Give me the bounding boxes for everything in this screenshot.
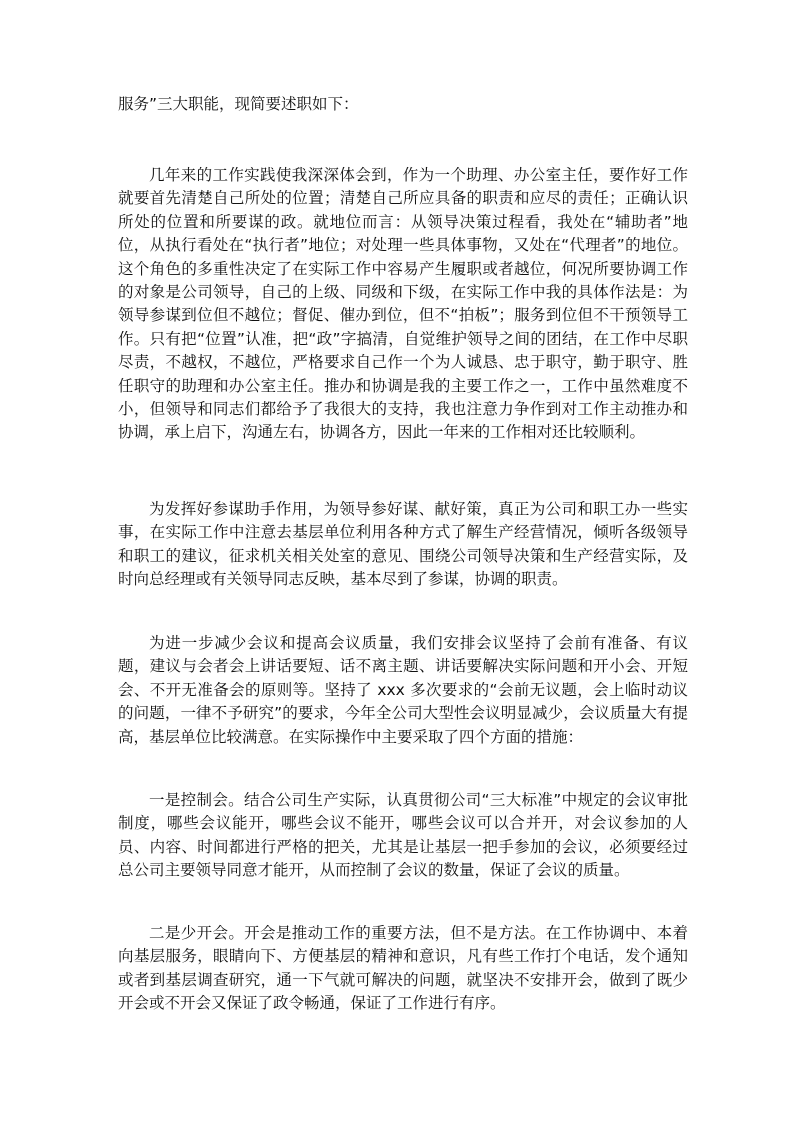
- paragraph-control-meetings: 一是控制会。结合公司生产实际，认真贯彻公司“三大标准”中规定的会议审批制度，哪些会议能开，哪些会议不能开，哪些会议可以合并开，对会议参加的人员、内容、时间都进行严格的把关，尤其是让基层一把手参加的会议，必须要经过总公司主要领导同意才能开，从而控制了会议的数量，保证了会议的质量。: [118, 791, 688, 880]
- paragraph-fewer-meetings: 二是少开会。开会是推动工作的重要方法，但不是方法。在工作协调中、本着向基层服务，眼睛向下、方便基层的精神和意识，凡有些工作打个电话，发个通知或者到基层调查研究，通一下气就可解决的问题，就坚决不安排开会，做到了既少开会或不开会又保证了政令畅通，保证了工作进行有序。: [118, 924, 688, 1013]
- paragraph-meeting-quality: 为进一步减少会议和提高会议质量，我们安排会议坚持了会前有准备、有议题，建议与会者会上讲话要短、话不离主题、讲话要解决实际问题和开小会、开短会、不开无准备会的原则等。坚持了 xxx 多次要求的“会前无议题，会上临时动议的问题，一律不予研究”的要求，今年全公司大型性会议明显减少，会议质量大有提高，基层单位比较满意。在实际操作中主要采取了四个方面的措施：: [118, 634, 688, 746]
- paragraph-advisory-role: 为发挥好参谋助手作用，为领导参好谋、献好策，真正为公司和职工办一些实事，在实际工作中注意去基层单位利用各种方式了解生产经营情况，倾听各级领导和职工的建议，征求机关相关处室的意见、围绕公司领导决策和生产经营实际，及时向总经理或有关领导同志反映，基本尽到了参谋，协调的职责。: [118, 500, 688, 589]
- paragraph-intro: 服务”三大职能，现简要述职如下：: [118, 95, 359, 113]
- paragraph-position-role: 几年来的工作实践使我深深体会到，作为一个助理、办公室主任，要作好工作就要首先清楚自己所处的位置；清楚自己所应具备的职责和应尽的责任；正确认识所处的位置和所要谋的政。就地位而言：从领导决策过程看，我处在“辅助者”地位，从执行看处在“执行者”地位；对处理一些具体事物，又处在“代理者”的地位。这个角色的多重性决定了在实际工作中容易产生履职或者越位，何况所要协调工作的对象是公司领导，自己的上级、同级和下级，在实际工作中我的具体作法是：为领导参谋到位但不越位；督促、催办到位，但不“拍板”；服务到位但不干预领导工作。只有把“位置”认准，把“政”字搞清，自觉维护领导之间的团结，在工作中尽职尽责，不越权，不越位，严格要求自己作一个为人诚恳、忠于职守，勤于职守、胜任职守的助理和办公室主任。推办和协调是我的主要工作之一，工作中虽然难度不小，但领导和同志们都给予了我很大的支持，我也注意力争作到对工作主动推办和协调，承上启下，沟通左右，协调各方，因此一年来的工作相对还比较顺利。: [118, 166, 688, 442]
